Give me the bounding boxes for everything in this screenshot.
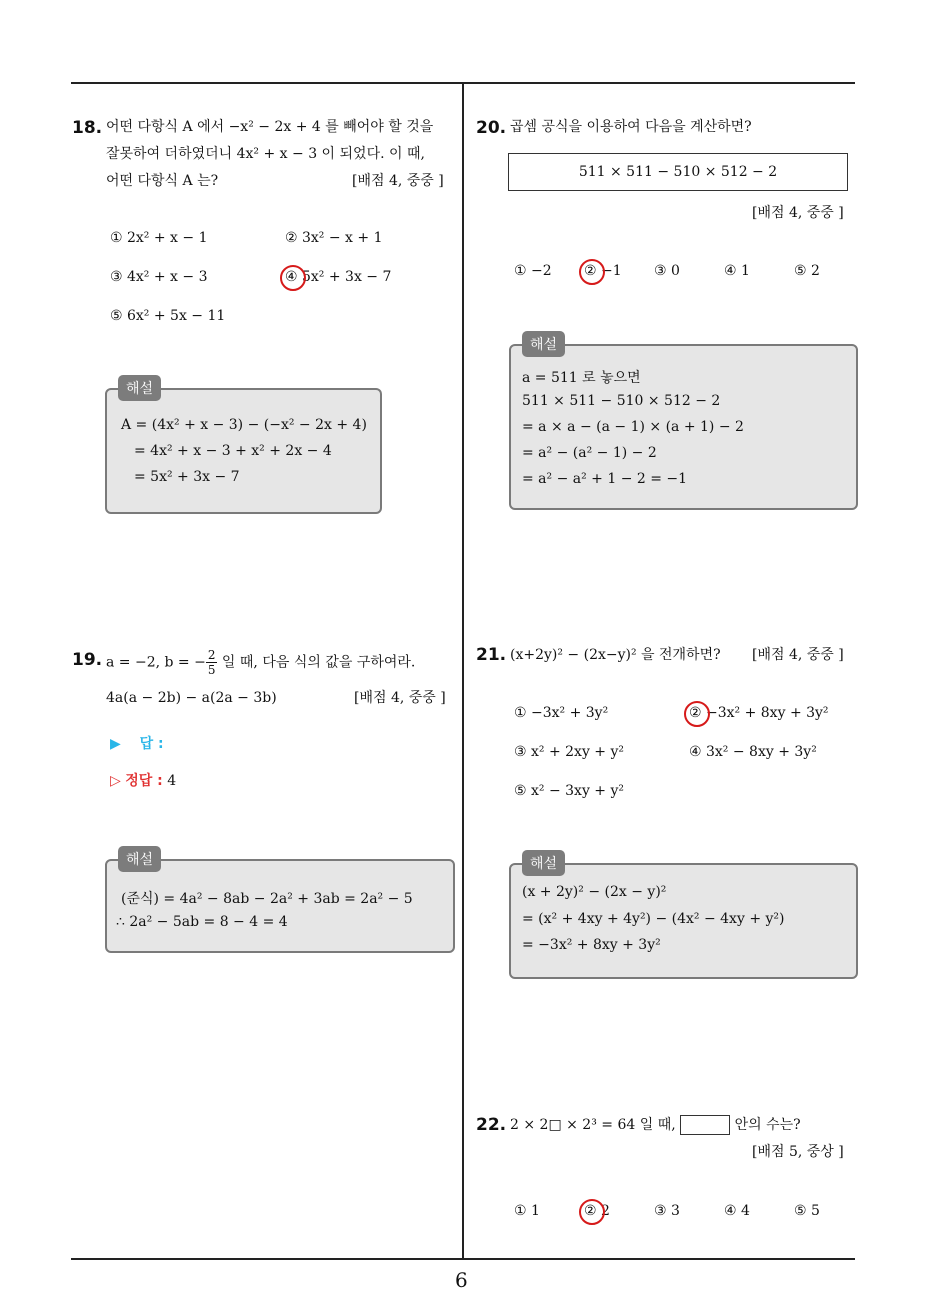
- answer-circle-mark: [579, 259, 605, 285]
- explanation-line: = (x² + 4xy + 4y²) − (4x² − 4xy + y²): [522, 911, 785, 927]
- explanation-line: a = 511 로 놓으면: [522, 370, 641, 386]
- explanation-line: (x + 2y)² − (2x − y)²: [522, 884, 667, 900]
- question-text-part: 안의 수는?: [730, 1117, 801, 1133]
- points-label: [배점 4, 중중 ]: [354, 690, 446, 706]
- question-text-line: 곱셈 공식을 이용하여 다음을 계산하면?: [510, 119, 752, 135]
- choice-2[interactable]: ② −1: [584, 263, 622, 279]
- points-label: [배점 5, 중상 ]: [752, 1144, 844, 1160]
- choice-1[interactable]: ① −2: [514, 263, 552, 279]
- correct-answer-label: 정답 :: [125, 773, 163, 789]
- choice-5[interactable]: ⑤ 6x² + 5x − 11: [110, 308, 226, 324]
- question-text-line: [106, 648, 415, 677]
- choice-5[interactable]: ⑤ 5: [794, 1203, 820, 1219]
- question-text-part: 2 × 2□ × 2³ = 64 일 때,: [510, 1117, 676, 1133]
- question-number: 19.: [72, 650, 103, 670]
- explanation-line: = −3x² + 8xy + 3y²: [522, 937, 661, 953]
- explanation-tag: 해설: [118, 846, 161, 872]
- answer-circle-mark: [579, 1199, 605, 1225]
- choice-4[interactable]: ④ 1: [724, 263, 750, 279]
- answer-row: [110, 731, 164, 758]
- page-number: 6: [455, 1268, 468, 1292]
- blank-answer-box[interactable]: [680, 1115, 730, 1135]
- explanation-tag: 해설: [118, 375, 161, 401]
- answer-label: 답 :: [139, 736, 164, 752]
- question-text-line: 잘못하여 더하였더니 4x² + x − 3 이 되었다. 이 때,: [106, 146, 425, 162]
- question-number: 21.: [476, 645, 507, 665]
- choice-2[interactable]: ② 3x² − x + 1: [285, 230, 383, 246]
- explanation-line: A = (4x² + x − 3) − (−x² − 2x + 4): [121, 417, 367, 433]
- question-text-line: 어떤 다항식 A 에서 −x² − 2x + 4 를 빼어야 할 것을: [106, 119, 434, 135]
- answer-circle-mark: [280, 265, 306, 291]
- play-icon: ▶: [110, 736, 121, 752]
- explanation-tag: 해설: [522, 850, 565, 876]
- question-text-part: 일 때, 다음 식의 값을 구하여라.: [217, 654, 416, 671]
- question-number: 20.: [476, 118, 507, 138]
- question-text-line: 어떤 다항식 A 는?: [106, 173, 219, 189]
- choice-3[interactable]: ③ 3: [654, 1203, 680, 1219]
- fraction-numerator: 2: [207, 648, 216, 662]
- choice-3[interactable]: ③ 4x² + x − 3: [110, 269, 208, 285]
- explanation-line: = a² − a² + 1 − 2 = −1: [522, 471, 688, 487]
- choice-2[interactable]: ② 2: [584, 1203, 610, 1219]
- choice-4[interactable]: ④ 5x² + 3x − 7: [285, 269, 392, 285]
- choice-5[interactable]: ⑤ 2: [794, 263, 820, 279]
- answer-circle-mark: [684, 701, 710, 727]
- fraction: [206, 648, 218, 677]
- correct-answer-value: 4: [167, 773, 177, 789]
- correct-answer-row: [110, 768, 176, 795]
- explanation-line: = a² − (a² − 1) − 2: [522, 445, 657, 461]
- explanation-line: = a × a − (a − 1) × (a + 1) − 2: [522, 419, 744, 435]
- choice-5[interactable]: ⑤ x² − 3xy + y²: [514, 783, 625, 799]
- choice-1[interactable]: ① 1: [514, 1203, 540, 1219]
- choice-3[interactable]: ③ 0: [654, 263, 680, 279]
- outline-play-icon: ▷: [110, 773, 121, 789]
- question-number: 18.: [72, 118, 103, 138]
- question-text-line: 4a(a − 2b) − a(2a − 3b): [106, 690, 277, 706]
- question-number: 22.: [476, 1115, 507, 1135]
- bottom-rule: [71, 1258, 855, 1260]
- points-label: [배점 4, 중중 ]: [752, 647, 844, 663]
- formula-text: 511 × 511 − 510 × 512 − 2: [578, 164, 778, 180]
- explanation-line: = 5x² + 3x − 7: [134, 469, 240, 485]
- formula-box: [508, 153, 848, 191]
- choice-3[interactable]: ③ x² + 2xy + y²: [514, 744, 625, 760]
- points-label: [배점 4, 중중 ]: [752, 205, 844, 221]
- explanation-tag: 해설: [522, 331, 565, 357]
- choice-1[interactable]: ① 2x² + x − 1: [110, 230, 208, 246]
- explanation-line: = 4x² + x − 3 + x² + 2x − 4: [134, 443, 332, 459]
- explanation-line: (준식) = 4a² − 8ab − 2a² + 3ab = 2a² − 5: [121, 891, 413, 907]
- choice-2[interactable]: ② −3x² + 8xy + 3y²: [689, 705, 829, 721]
- question-text-line: (x+2y)² − (2x−y)² 을 전개하면?: [510, 647, 721, 663]
- points-label: [배점 4, 중중 ]: [352, 173, 444, 189]
- choice-1[interactable]: ① −3x² + 3y²: [514, 705, 609, 721]
- question-text-line: [510, 1112, 801, 1139]
- explanation-line: 511 × 511 − 510 × 512 − 2: [522, 393, 721, 409]
- question-text-part: a = −2, b = −: [106, 654, 206, 671]
- fraction-denominator: 5: [207, 663, 216, 677]
- choice-4[interactable]: ④ 3x² − 8xy + 3y²: [689, 744, 817, 760]
- choice-4[interactable]: ④ 4: [724, 1203, 750, 1219]
- column-divider: [462, 82, 464, 1260]
- explanation-line: ∴ 2a² − 5ab = 8 − 4 = 4: [116, 914, 288, 930]
